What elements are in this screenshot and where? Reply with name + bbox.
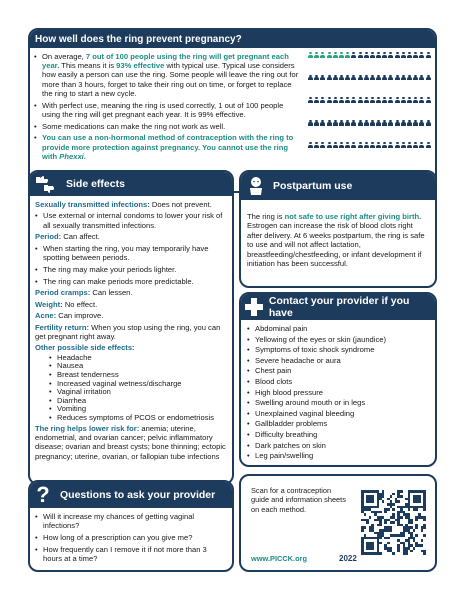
person-icon <box>364 97 369 103</box>
cramps-row <box>35 288 227 297</box>
footer-card <box>239 474 437 572</box>
pregnancy-pictogram <box>308 52 431 164</box>
pregnant-person-icon <box>333 52 338 58</box>
person-icon <box>308 142 313 148</box>
person-icon <box>376 52 381 58</box>
postpartum-title: Postpartum use <box>273 180 353 192</box>
weight-value: No effect. <box>62 299 98 309</box>
person-icon <box>376 75 381 81</box>
person-icon <box>327 142 332 148</box>
fertility-label: Fertility return: <box>35 322 90 332</box>
text-run: On average, <box>42 52 86 61</box>
effectiveness-title: How well does the ring prevent pregnancy? <box>35 33 242 45</box>
person-icon <box>320 97 325 103</box>
person-icon <box>388 75 393 81</box>
list-item: • Symptoms of toxic shock syndrome <box>247 345 429 354</box>
person-icon <box>401 142 406 148</box>
list-item: • Nausea <box>49 362 227 371</box>
person-icon <box>426 142 431 148</box>
person-icon <box>333 75 338 81</box>
sti-bullets <box>35 211 227 229</box>
person-icon <box>333 120 338 126</box>
person-icon <box>370 52 375 58</box>
person-icon <box>419 142 424 148</box>
contact-header <box>241 294 435 320</box>
list-item: • Will it increase my chances of getting vaginal infections? <box>35 512 227 530</box>
sti-label: Sexually transmitted infections: <box>35 200 150 209</box>
person-icon <box>364 142 369 148</box>
list-item: • Leg pain/swelling <box>247 451 429 460</box>
side-effects-card <box>28 170 234 485</box>
person-icon <box>345 97 350 103</box>
person-icon <box>401 52 406 58</box>
person-icon <box>370 142 375 148</box>
person-icon <box>426 75 431 81</box>
list-item: • Gallbladder problems <box>247 419 429 428</box>
list-item: • Vomiting <box>49 405 227 414</box>
person-icon <box>426 52 431 58</box>
person-icon <box>320 120 325 126</box>
person-icon <box>327 97 332 103</box>
person-icon <box>351 120 356 126</box>
acne-label: Acne: <box>35 311 57 321</box>
lower-risk-row <box>35 424 227 462</box>
person-icon <box>351 97 356 103</box>
list-item: • High blood pressure <box>247 388 429 397</box>
text-run: This means it is <box>59 61 117 71</box>
cramps-label: Period cramps: <box>35 288 91 298</box>
questions-header <box>30 482 232 508</box>
list-item: • Increased vaginal wetness/discharge <box>49 380 227 389</box>
person-icon <box>382 52 387 58</box>
person-icon <box>401 120 406 126</box>
person-icon <box>370 97 375 103</box>
person-icon <box>358 75 363 81</box>
text-run: 7 out of 100 people using the ring will get pregnant each year. <box>42 52 289 71</box>
text-run: with typical use. Typical use considers how easily a person can use the ring. Some people will leave the ring out for more than 3 hours, forget to take their ring out on time, or forget to replace the ring to start a new cycle. <box>42 61 299 98</box>
person-icon <box>413 52 418 58</box>
person-icon <box>382 120 387 126</box>
period-row <box>35 232 227 241</box>
question-mark-icon: ? <box>36 482 50 507</box>
person-icon <box>407 97 412 103</box>
pregnant-person-icon <box>345 52 350 58</box>
person-icon <box>407 52 412 58</box>
other-side-effects-list <box>35 354 227 423</box>
postpartum-card <box>239 170 437 288</box>
text-run: Some medications can make the ring not work as well. <box>42 121 226 131</box>
list-item: • Chest pain <box>247 366 429 375</box>
person-icon <box>358 52 363 58</box>
list-item: • The ring may make your periods lighter. <box>35 265 227 274</box>
effectiveness-bullet <box>34 101 302 119</box>
person-icon <box>382 75 387 81</box>
person-icon <box>413 75 418 81</box>
sti-row <box>35 200 227 209</box>
person-icon <box>364 120 369 126</box>
person-icon <box>345 75 350 81</box>
period-value: Can affect. <box>61 232 100 242</box>
person-icon <box>407 120 412 126</box>
text-run: . <box>83 151 86 161</box>
lower-risk-value: anemia; uterine, endometrial, and ovarian cancer; pelvic inflammatory disease; ovarian and breast cysts; bone thinning; ectopic pregnancy; uterine, ovarian, or fallopian tube infections <box>35 423 226 461</box>
list-item: • Diarrhea <box>49 397 227 406</box>
contact-title: Contact your provider if you have <box>268 295 410 319</box>
person-icon <box>370 75 375 81</box>
effectiveness-header <box>30 30 435 48</box>
person-icon <box>339 75 344 81</box>
effectiveness-bullet <box>34 52 302 98</box>
list-item: • Severe headache or aura <box>247 356 429 365</box>
list-item: • Swelling around mouth or in legs <box>247 398 429 407</box>
person-icon <box>314 97 319 103</box>
person-icon <box>327 75 332 81</box>
period-label: Period: <box>35 232 62 242</box>
person-icon <box>339 142 344 148</box>
person-icon <box>395 75 400 81</box>
list-item: • How frequently can I remove it if not more than 3 hours at a time? <box>35 545 227 563</box>
person-icon <box>419 97 424 103</box>
weight-label: Weight: <box>35 299 63 309</box>
lower-risk-label: The ring helps lower risk for: <box>35 423 140 433</box>
acne-value: Can improve. <box>56 311 104 321</box>
baby-icon <box>247 176 265 196</box>
person-icon <box>413 97 418 103</box>
weight-row <box>35 300 227 309</box>
contact-card <box>239 292 437 467</box>
postpartum-text-start: The ring is <box>247 212 285 221</box>
person-icon <box>339 120 344 126</box>
person-icon <box>351 52 356 58</box>
side-effects-title: Side effects <box>66 178 125 190</box>
list-item: • Use external or internal condoms to lower your risk of all sexually transmitted infections. <box>35 211 227 229</box>
person-icon <box>419 120 424 126</box>
person-icon <box>413 120 418 126</box>
person-icon <box>401 75 406 81</box>
person-icon <box>314 75 319 81</box>
postpartum-warning: not safe to use right after giving birth. <box>284 212 422 221</box>
postpartum-text <box>241 200 435 272</box>
list-item: • Blood clots <box>247 377 429 386</box>
person-icon <box>364 75 369 81</box>
list-item: • Breast tenderness <box>49 371 227 380</box>
pregnant-person-icon <box>314 52 319 58</box>
person-icon <box>407 75 412 81</box>
person-icon <box>308 97 313 103</box>
person-icon <box>376 142 381 148</box>
person-icon <box>388 97 393 103</box>
list-item: • How long of a prescription can you give me? <box>35 533 227 542</box>
person-icon <box>376 120 381 126</box>
questions-title: Questions to ask your provider <box>60 489 216 501</box>
list-item: • Dark patches on skin <box>247 441 429 450</box>
qr-code-icon[interactable] <box>361 490 426 555</box>
person-icon <box>413 142 418 148</box>
person-icon <box>345 120 350 126</box>
person-icon <box>308 75 313 81</box>
year-label: 2022 <box>339 554 357 563</box>
person-icon <box>351 75 356 81</box>
person-icon <box>351 142 356 148</box>
fertility-value: When you stop using the ring, you can get pregnant right away. <box>35 322 221 342</box>
person-icon <box>339 97 344 103</box>
person-icon <box>320 75 325 81</box>
sti-value: Does not prevent. <box>149 200 212 209</box>
acne-row <box>35 311 227 320</box>
list-item: • Reduces symptoms of PCOS or endometriosis <box>49 414 227 423</box>
list-item: • Abdominal pain <box>247 324 429 333</box>
person-icon <box>345 142 350 148</box>
person-icon <box>388 120 393 126</box>
period-bullets <box>35 244 227 286</box>
list-item: • Unexplained vaginal bleeding <box>247 409 429 418</box>
list-item: • Yellowing of the eyes or skin (jaundice) <box>247 335 429 344</box>
person-icon <box>395 120 400 126</box>
contact-list <box>241 320 435 466</box>
pregnant-person-icon <box>327 52 332 58</box>
website-link[interactable]: www.PICCK.org <box>251 554 307 563</box>
person-icon <box>388 52 393 58</box>
postpartum-text-end: Estrogen can increase the risk of blood clots right after delivery. At 6 weeks postpartum, the ring is safe to use and will not affect lactation, breastfeeding/chestfeeding, or infant development if initiation has been successful. <box>247 221 425 269</box>
list-item: • Headache <box>49 354 227 363</box>
other-label: Other possible side effects: <box>35 343 135 353</box>
pregnant-person-icon <box>308 52 313 58</box>
person-icon <box>320 142 325 148</box>
person-icon <box>395 52 400 58</box>
fertility-row <box>35 323 227 342</box>
person-icon <box>419 75 424 81</box>
person-icon <box>426 97 431 103</box>
person-icon <box>333 142 338 148</box>
person-icon <box>395 97 400 103</box>
effectiveness-bullet <box>34 122 302 131</box>
text-run: Phexxi <box>59 151 84 161</box>
effectiveness-card <box>28 28 437 193</box>
person-icon <box>370 120 375 126</box>
text-run: You can use a non-hormonal method of contraception with the ring to provide more protection against pregnancy. You cannot use the ring with <box>42 133 294 161</box>
person-icon <box>382 97 387 103</box>
person-icon <box>364 52 369 58</box>
scan-text: Scan for a contraception guide and information sheets on each method. <box>251 486 346 514</box>
person-icon <box>382 142 387 148</box>
person-icon <box>401 97 406 103</box>
list-item: • When starting the ring, you may temporarily have spotting between periods. <box>35 244 227 262</box>
person-icon <box>327 120 332 126</box>
person-icon <box>358 120 363 126</box>
effectiveness-list <box>34 52 302 164</box>
person-icon <box>308 120 313 126</box>
side-effects-header <box>30 172 232 196</box>
list-item: • The ring can make periods more predictable. <box>35 277 227 286</box>
pregnant-person-icon <box>320 52 325 58</box>
thumbs-up-down-icon <box>34 175 56 193</box>
questions-list <box>30 508 232 570</box>
person-icon <box>358 97 363 103</box>
person-icon <box>333 97 338 103</box>
person-icon <box>419 52 424 58</box>
person-icon <box>314 120 319 126</box>
text-run: With perfect use, meaning the ring is used correctly, 1 out of 100 people using the ring will get pregnant each year. It is 99% effective. <box>42 100 284 119</box>
questions-card <box>28 480 234 572</box>
person-icon <box>314 142 319 148</box>
person-icon <box>426 120 431 126</box>
list-item: • Vaginal irritation <box>49 388 227 397</box>
effectiveness-bullet <box>34 133 302 161</box>
pregnant-person-icon <box>339 52 344 58</box>
cramps-value: Can lessen. <box>90 288 133 298</box>
person-icon <box>376 97 381 103</box>
postpartum-header <box>241 172 435 200</box>
list-item: • Difficulty breathing <box>247 430 429 439</box>
plus-icon <box>245 298 263 316</box>
text-run: 93% effective <box>116 61 165 71</box>
person-icon <box>407 142 412 148</box>
person-icon <box>395 142 400 148</box>
person-icon <box>358 142 363 148</box>
person-icon <box>388 142 393 148</box>
